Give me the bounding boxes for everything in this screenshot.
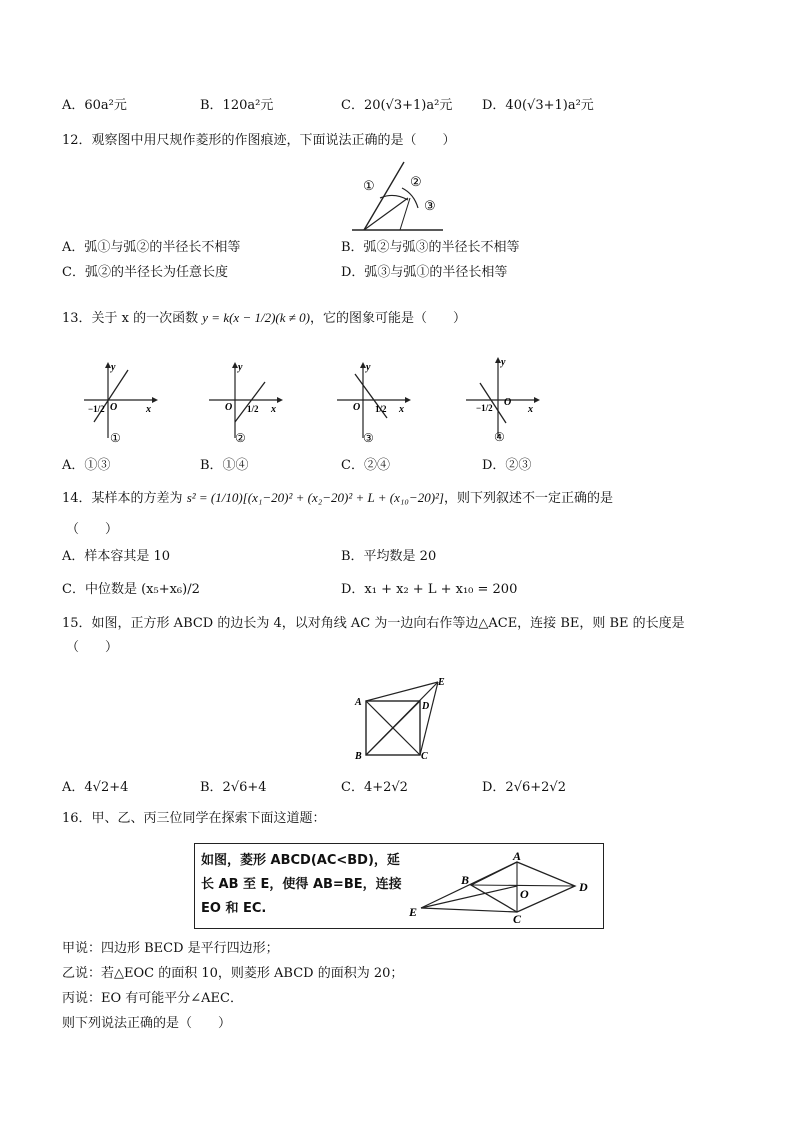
q14-option-d[interactable]: D．x₁ + x₂ + L + x₁₀ = 200 xyxy=(341,582,518,597)
q13-graph-3 xyxy=(333,360,413,445)
q13-stem-post: ，它的图象可能是（ ） xyxy=(309,311,466,326)
q15-label-d: D xyxy=(422,701,430,712)
q13-g1-num: ① xyxy=(110,431,121,445)
q14-option-c[interactable]: C．中位数是 (x₅+x₆)/2 xyxy=(62,582,200,597)
q13-g4-o: O xyxy=(504,397,512,408)
q15-label-b: B xyxy=(355,751,362,760)
q13-g1-x: x xyxy=(146,404,151,415)
q16-rhombus-figure xyxy=(407,848,602,924)
q11-option-b[interactable]: B．120a²元 xyxy=(200,98,274,113)
q16-label-b: B xyxy=(461,873,470,887)
q13-stem xyxy=(62,310,466,327)
q13-option-a[interactable]: A．①③ xyxy=(62,458,111,473)
q13-g1-tick: −1/2 xyxy=(88,404,105,414)
q11-option-d[interactable]: D．40(√3+1)a²元 xyxy=(482,98,594,113)
q12-figure xyxy=(350,160,445,235)
q13-g2-y: y xyxy=(238,362,243,373)
q16-label-d: D xyxy=(579,880,588,894)
q14-option-b[interactable]: B．平均数是 20 xyxy=(341,549,437,564)
q15-option-a[interactable]: A．4√2+4 xyxy=(62,780,129,795)
q13-stem-pre: 13．关于 x 的一次函数 xyxy=(62,311,199,326)
q14-stem-post: ，则下列叙述不一定正确的是 xyxy=(444,491,614,506)
q13-g3-x: x xyxy=(399,404,404,415)
q13-g2-o: O xyxy=(225,402,233,413)
q15-label-c: C xyxy=(421,751,428,760)
q11-option-a[interactable]: A．60a²元 xyxy=(62,98,127,113)
q16-box-line-1: 如图，菱形 ABCD(AC<BD)，延 xyxy=(201,853,400,868)
q16-box-line-3: EO 和 EC. xyxy=(201,901,267,916)
q16-label-c: C xyxy=(513,912,522,924)
q15-figure xyxy=(350,675,450,760)
q15-option-d[interactable]: D．2√6+2√2 xyxy=(482,780,566,795)
q16-ask: 则下列说法正确的是（ ） xyxy=(62,1016,232,1031)
q12-option-d[interactable]: D．弧③与弧①的半径长相等 xyxy=(341,265,508,280)
q12-stem: 12．观察图中用尺规作菱形的作图痕迹，下面说法正确的是（ ） xyxy=(62,133,456,148)
q16-statement-jia: 甲说：四边形 BECD 是平行四边形； xyxy=(62,941,279,956)
q13-g4-y: y xyxy=(501,357,506,368)
q12-option-c[interactable]: C．弧②的半径长为任意长度 xyxy=(62,265,228,280)
q13-graph-4 xyxy=(462,355,542,445)
q15-label-e: E xyxy=(438,677,445,688)
q16-statement-yi: 乙说：若△EOC 的面积 10，则菱形 ABCD 的面积为 20； xyxy=(62,966,404,981)
q12-label-2: ② xyxy=(410,174,422,189)
q13-g2-x: x xyxy=(271,404,276,415)
q13-g3-num: ③ xyxy=(363,431,374,445)
q15-option-b[interactable]: B．2√6+4 xyxy=(200,780,267,795)
q16-statement-bing: 丙说：EO 有可能平分∠AEC． xyxy=(62,991,243,1006)
q12-option-a[interactable]: A．弧①与弧②的半径长不相等 xyxy=(62,240,241,255)
q16-label-a: A xyxy=(513,849,522,863)
q11-option-c[interactable]: C．20(√3+1)a²元 xyxy=(341,98,453,113)
q13-formula: y = k(x − 1/2)(k ≠ 0) xyxy=(202,310,310,325)
q13-option-c[interactable]: C．②④ xyxy=(341,458,390,473)
q13-graph-1 xyxy=(80,360,160,445)
q15-option-c[interactable]: C．4+2√2 xyxy=(341,780,408,795)
q15-answer-paren: （ ） xyxy=(66,640,119,655)
q13-g3-tick: 1/2 xyxy=(375,404,387,414)
q16-label-e: E xyxy=(409,905,418,919)
q14-answer-paren: （ ） xyxy=(66,522,119,537)
q13-g1-y: y xyxy=(111,362,116,373)
q13-g2-tick: 1/2 xyxy=(247,404,259,414)
q13-g3-o: O xyxy=(353,402,361,413)
q14-stem xyxy=(62,490,613,507)
q13-g3-y: y xyxy=(366,362,371,373)
q16-box-line-2: 长 AB 至 E，使得 AB=BE，连接 xyxy=(201,877,402,892)
q16-label-o: O xyxy=(520,887,529,901)
q13-g4-x: x xyxy=(528,404,533,415)
q14-option-a[interactable]: A．样本容其是 10 xyxy=(62,549,171,564)
q13-g4-tick: −1/2 xyxy=(476,403,493,413)
q16-problem-box xyxy=(194,843,604,929)
q12-label-1: ① xyxy=(363,178,375,193)
q12-option-b[interactable]: B．弧②与弧③的半径长不相等 xyxy=(341,240,520,255)
q14-stem-pre: 14．某样本的方差为 xyxy=(62,491,183,506)
q13-graph-2 xyxy=(205,360,285,445)
q15-stem: 15．如图，正方形 ABCD 的边长为 4，以对角线 AC 为一边向右作等边△ACE，连接 BE，则 BE 的长度是 xyxy=(62,616,685,631)
q12-label-3: ③ xyxy=(424,198,436,213)
q13-g2-num: ② xyxy=(235,431,246,445)
q13-option-d[interactable]: D．②③ xyxy=(482,458,532,473)
q14-formula: s² = (1/10)[(x₁−20)² + (x₂−20)² + L + (x₁₀−20)²] xyxy=(186,490,444,505)
q13-g4-num: ④ xyxy=(494,430,505,444)
q13-option-b[interactable]: B．①④ xyxy=(200,458,249,473)
q15-label-a: A xyxy=(355,697,362,708)
q13-g1-o: O xyxy=(110,402,118,413)
q16-stem: 16．甲、乙、丙三位同学在探索下面这道题： xyxy=(62,811,326,826)
